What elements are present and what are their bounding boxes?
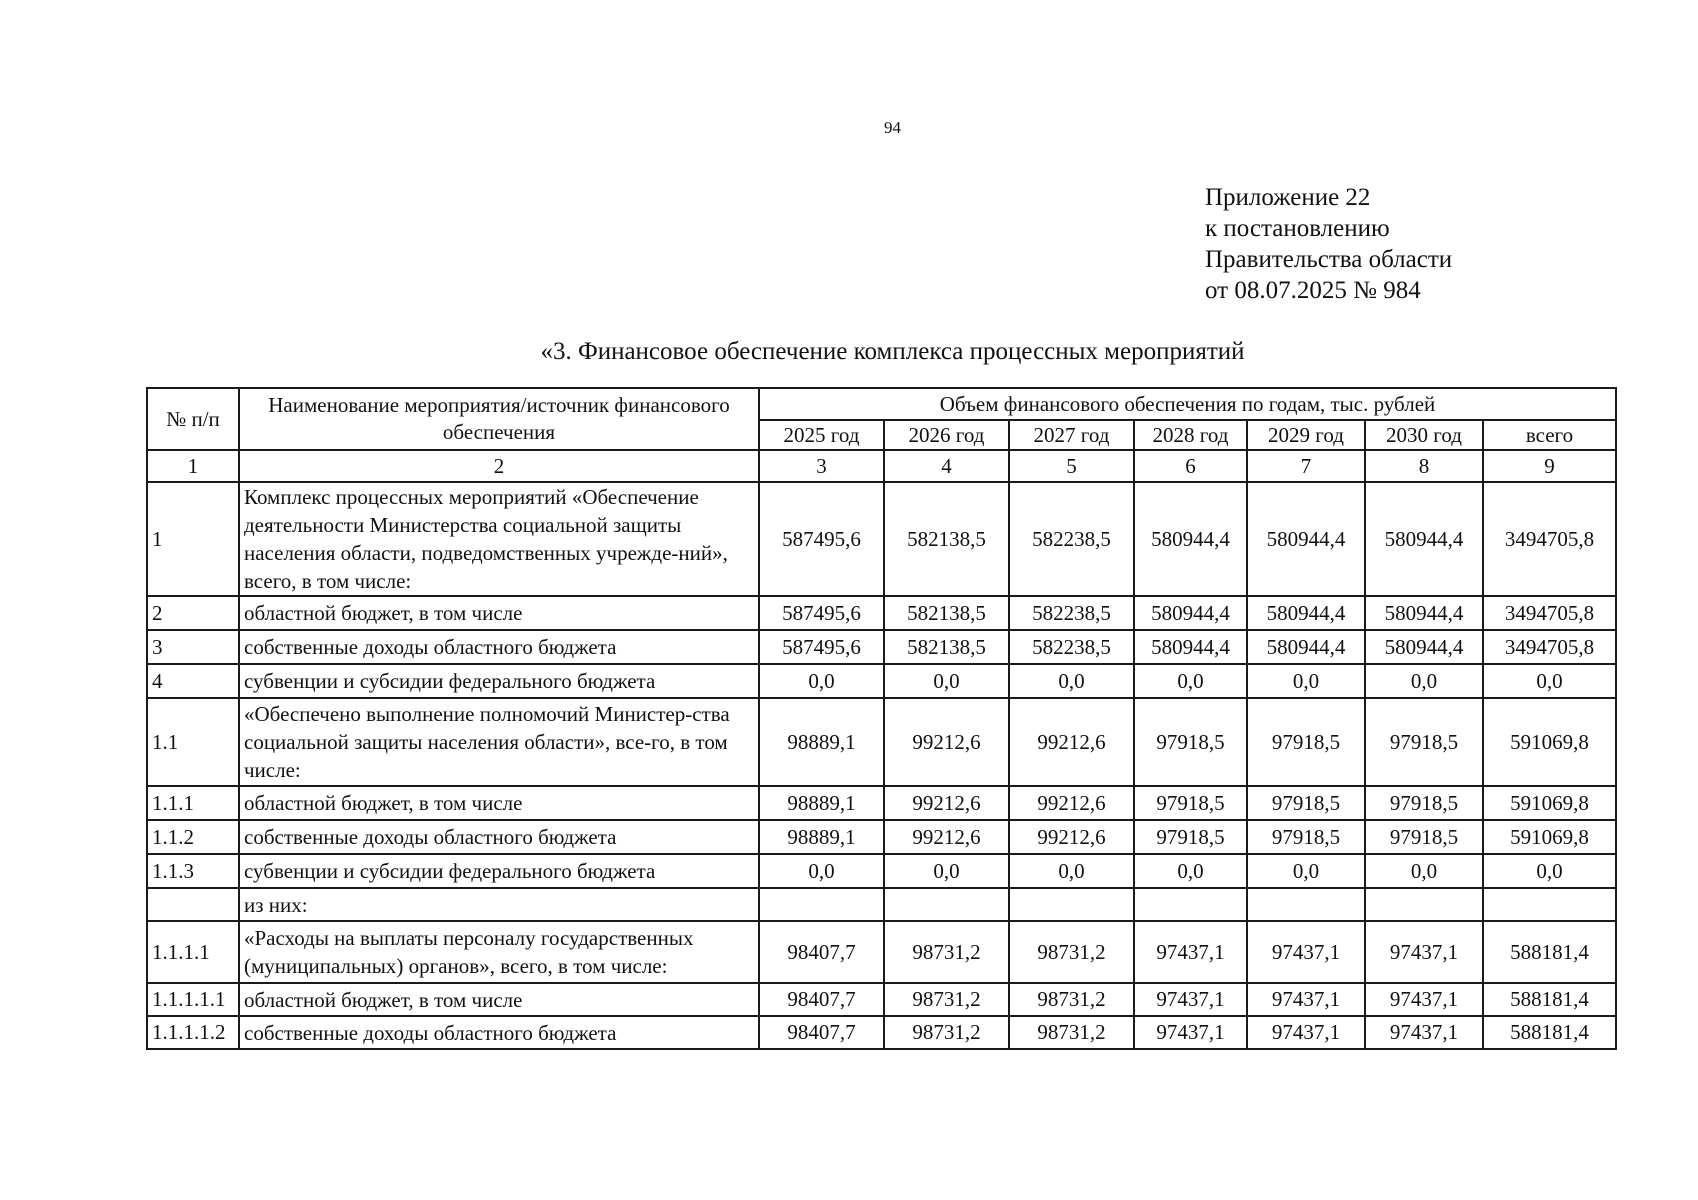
value-2026: 582138,5 [884,596,1009,630]
column-number: 3 [759,450,884,482]
value-total: 588181,4 [1483,1016,1616,1049]
row-number: 2 [147,596,239,630]
column-number: 5 [1009,450,1134,482]
appendix-line: к постановлению [1205,215,1390,242]
value-2025: 98889,1 [759,786,884,820]
value-total: 591069,8 [1483,698,1616,786]
value-2027: 99212,6 [1009,820,1134,854]
value-2025: 98407,7 [759,1016,884,1049]
value-2027: 0,0 [1009,664,1134,698]
value-2027: 98731,2 [1009,1016,1134,1049]
value-2030: 97437,1 [1365,983,1483,1016]
table-row [147,786,1616,820]
row-name: собственные доходы областного бюджета [239,630,759,664]
value-2026: 98731,2 [884,921,1009,983]
value-2025: 587495,6 [759,482,884,596]
appendix-line: Правительства области [1205,246,1453,273]
value-total: 588181,4 [1483,921,1616,983]
value-2027: 0,0 [1009,854,1134,888]
value-2025: 0,0 [759,664,884,698]
value-2027: 99212,6 [1009,786,1134,820]
row-name: собственные доходы областного бюджета [239,820,759,854]
appendix-line: от 08.07.2025 № 984 [1205,277,1421,304]
value-2027: 98731,2 [1009,921,1134,983]
value-2029: 580944,4 [1247,630,1365,664]
row-name: областной бюджет, в том числе [239,786,759,820]
value-2026: 0,0 [884,854,1009,888]
header-year: 2027 год [1009,420,1134,450]
value-total: 3494705,8 [1483,482,1616,596]
page-number: 94 [884,118,901,137]
document-title: «3. Финансовое обеспечение комплекса процессных мероприятий [540,338,1245,365]
value-2026 [884,888,1009,921]
value-2026: 582138,5 [884,630,1009,664]
value-2028: 0,0 [1134,664,1247,698]
value-2027: 582238,5 [1009,482,1134,596]
value-2026: 582138,5 [884,482,1009,596]
value-2030: 97437,1 [1365,1016,1483,1049]
value-2026: 99212,6 [884,820,1009,854]
value-2029 [1247,888,1365,921]
row-number: 4 [147,664,239,698]
value-2029: 97918,5 [1247,698,1365,786]
value-total: 3494705,8 [1483,630,1616,664]
header-name: Наименование мероприятия/источник финансового обеспечения [239,388,759,450]
header-year: 2029 год [1247,420,1365,450]
value-2028: 580944,4 [1134,482,1247,596]
header-total: всего [1483,420,1616,450]
row-number: 1 [147,482,239,596]
row-number: 1.1.1 [147,786,239,820]
table-row [147,630,1616,664]
value-2027: 582238,5 [1009,630,1134,664]
value-total: 0,0 [1483,664,1616,698]
value-total: 0,0 [1483,854,1616,888]
value-2030: 97918,5 [1365,698,1483,786]
row-name: «Расходы на выплаты персоналу государственных (муниципальных) органов», всего, в том числе: [239,921,759,983]
row-name: субвенции и субсидии федерального бюджета [239,854,759,888]
column-number: 6 [1134,450,1247,482]
value-2029: 97918,5 [1247,786,1365,820]
value-2028: 580944,4 [1134,596,1247,630]
table-row [147,596,1616,630]
table-row [147,854,1616,888]
value-2026: 98731,2 [884,1016,1009,1049]
value-2028: 97437,1 [1134,921,1247,983]
row-name: Комплекс процессных мероприятий «Обеспечение деятельности Министерства социальной защиты населения области, подведомственных учрежде-ний», всего, в том числе: [239,482,759,596]
header-num: № п/п [147,388,239,450]
row-name: «Обеспечено выполнение полномочий Министер-ства социальной защиты населения области», все-го, в том числе: [239,698,759,786]
row-number [147,888,239,921]
value-total: 588181,4 [1483,983,1616,1016]
appendix-line: Приложение 22 [1205,184,1371,211]
row-name: субвенции и субсидии федерального бюджета [239,664,759,698]
financing-table [146,387,1617,1050]
value-2030: 580944,4 [1365,482,1483,596]
row-number: 1.1 [147,698,239,786]
value-2025: 98889,1 [759,820,884,854]
value-2029: 97437,1 [1247,1016,1365,1049]
value-2028: 97918,5 [1134,786,1247,820]
value-2028: 580944,4 [1134,630,1247,664]
value-2025: 98407,7 [759,983,884,1016]
table-row [147,664,1616,698]
table-row [147,921,1616,983]
value-2028: 97437,1 [1134,983,1247,1016]
value-2029: 580944,4 [1247,482,1365,596]
column-number: 9 [1483,450,1616,482]
value-2028 [1134,888,1247,921]
value-2028: 0,0 [1134,854,1247,888]
value-2029: 97437,1 [1247,983,1365,1016]
row-name: из них: [239,888,759,921]
row-number: 1.1.1.1 [147,921,239,983]
table-row [147,888,1616,921]
row-name: областной бюджет, в том числе [239,596,759,630]
value-2025: 98889,1 [759,698,884,786]
value-2029: 580944,4 [1247,596,1365,630]
row-name: областной бюджет, в том числе [239,983,759,1016]
value-2027 [1009,888,1134,921]
value-2025: 587495,6 [759,630,884,664]
value-2030: 97918,5 [1365,786,1483,820]
column-number: 2 [239,450,759,482]
table-row [147,983,1616,1016]
value-2030: 580944,4 [1365,630,1483,664]
row-number: 3 [147,630,239,664]
row-name: собственные доходы областного бюджета [239,1016,759,1049]
value-2025 [759,888,884,921]
value-2026: 99212,6 [884,698,1009,786]
value-2030 [1365,888,1483,921]
row-number: 1.1.1.1.1 [147,983,239,1016]
column-number: 4 [884,450,1009,482]
table-row [147,820,1616,854]
row-number: 1.1.1.1.2 [147,1016,239,1049]
value-2030: 97918,5 [1365,820,1483,854]
row-number: 1.1.3 [147,854,239,888]
table-row [147,698,1616,786]
value-2026: 0,0 [884,664,1009,698]
appendix-block [1205,182,1452,306]
column-number: 8 [1365,450,1483,482]
value-total: 591069,8 [1483,786,1616,820]
value-2030: 0,0 [1365,854,1483,888]
value-2030: 580944,4 [1365,596,1483,630]
row-number: 1.1.2 [147,820,239,854]
header-year: 2025 год [759,420,884,450]
value-2028: 97437,1 [1134,1016,1247,1049]
header-year: 2028 год [1134,420,1247,450]
value-2029: 97437,1 [1247,921,1365,983]
value-2028: 97918,5 [1134,820,1247,854]
value-2027: 582238,5 [1009,596,1134,630]
value-2029: 0,0 [1247,664,1365,698]
header-volume-group: Объем финансового обеспечения по годам, тыс. рублей [759,388,1616,420]
value-2029: 97918,5 [1247,820,1365,854]
value-2025: 587495,6 [759,596,884,630]
value-2029: 0,0 [1247,854,1365,888]
value-2027: 99212,6 [1009,698,1134,786]
value-total [1483,888,1616,921]
table-row [147,482,1616,596]
column-number: 7 [1247,450,1365,482]
value-2026: 98731,2 [884,983,1009,1016]
header-year: 2026 год [884,420,1009,450]
value-2030: 0,0 [1365,664,1483,698]
column-number: 1 [147,450,239,482]
value-total: 3494705,8 [1483,596,1616,630]
header-year: 2030 год [1365,420,1483,450]
value-2025: 0,0 [759,854,884,888]
value-2030: 97437,1 [1365,921,1483,983]
value-2027: 98731,2 [1009,983,1134,1016]
value-2025: 98407,7 [759,921,884,983]
value-total: 591069,8 [1483,820,1616,854]
value-2028: 97918,5 [1134,698,1247,786]
value-2026: 99212,6 [884,786,1009,820]
table-row [147,1016,1616,1049]
